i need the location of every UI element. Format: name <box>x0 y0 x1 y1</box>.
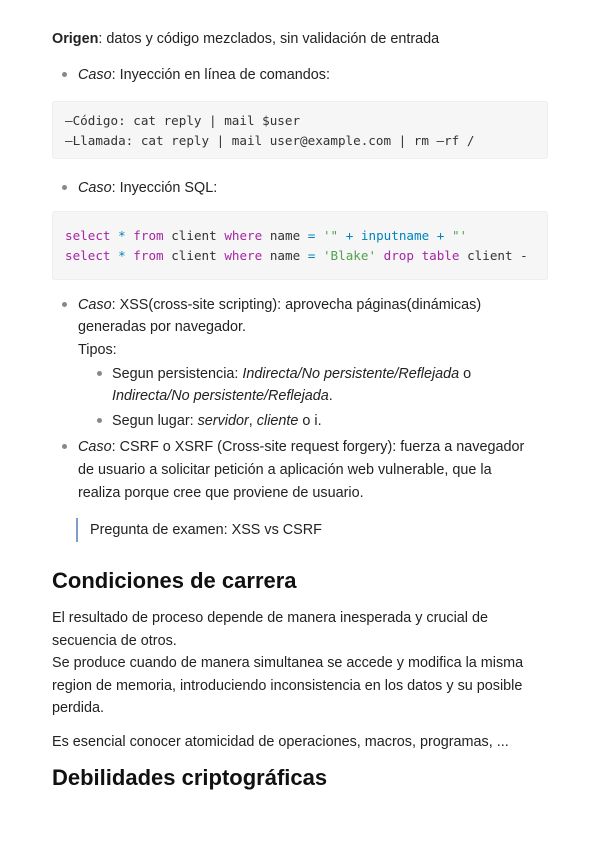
bullet-icon <box>97 418 102 423</box>
code-string: 'Blake' <box>322 248 377 263</box>
paragraph-line: perdida. <box>52 700 105 716</box>
subitem-text: o <box>459 366 472 382</box>
subitem-location <box>112 410 322 432</box>
case4-line1 <box>78 436 524 458</box>
subitem-text: o i. <box>298 413 322 429</box>
case2-description: : Inyección SQL: <box>111 180 218 196</box>
bullet-icon <box>97 371 102 376</box>
subitem-persistence <box>112 363 471 385</box>
case3-line1 <box>78 294 481 316</box>
case3-description: : XSS(cross-site scripting): aprovecha páginas(dinámicas) <box>111 297 482 313</box>
paragraph-line: Se produce cuando de manera simultanea se accede y modifica la misma <box>52 655 524 671</box>
case1-text <box>78 64 330 86</box>
case4-description: : CSRF o XSRF (Cross-site request forgery): fuerza a navegador <box>111 439 525 455</box>
section-heading-race-conditions: Condiciones de carrera <box>52 568 297 593</box>
code-keyword: from <box>133 228 164 243</box>
code-keyword: from <box>133 248 164 263</box>
paragraph-line: El resultado de proceso depende de manera inesperada y crucial de <box>52 610 488 626</box>
case-label: Caso <box>78 180 112 196</box>
code-identifier: name <box>269 248 301 263</box>
code-line <box>65 246 528 266</box>
case1-description: : Inyección en línea de comandos: <box>111 67 331 83</box>
code-operator: * <box>118 248 126 263</box>
subitem-text: , <box>248 413 257 429</box>
case3-tipos: Tipos: <box>78 342 117 358</box>
case4-line3: realiza porque cree que proviene de usuario. <box>78 485 364 501</box>
subitem-emphasis: Indirecta/No persistente/Reflejada <box>112 388 329 404</box>
subitem-emphasis: cliente <box>256 413 299 429</box>
code-identifier: client - <box>467 248 528 263</box>
code-identifier: client <box>171 228 217 243</box>
subitem-emphasis: Indirecta/No persistente/Reflejada <box>242 366 460 382</box>
case-label: Caso <box>78 439 112 455</box>
paragraph-line: region de memoria, introduciendo inconsistencia en los datos y su posible <box>52 678 523 694</box>
subitem-persistence-cont <box>112 385 333 407</box>
origen-label: Origen <box>52 31 99 47</box>
section-heading-crypto: Debilidades criptográficas <box>52 765 328 790</box>
bullet-icon <box>62 72 67 77</box>
bullet-icon <box>62 185 67 190</box>
blockquote: Pregunta de examen: XSS vs CSRF <box>76 518 322 542</box>
case-label: Caso <box>78 67 112 83</box>
code-operator: = <box>307 228 316 243</box>
bullet-icon <box>62 444 67 449</box>
code-line: —Código: cat reply | mail $user <box>65 113 301 128</box>
code-line: —Llamada: cat reply | mail user@example.com | rm —rf / <box>65 133 475 148</box>
code-identifier: inputname <box>360 228 430 243</box>
code-keyword: select <box>65 228 111 243</box>
code-operator: = <box>307 248 316 263</box>
case-label: Caso <box>78 297 112 313</box>
case2-text <box>78 177 217 199</box>
subitem-text: . <box>328 388 333 404</box>
paragraph-atomicity: Es esencial conocer atomicidad de operaciones, macros, programas, ... <box>52 734 509 750</box>
code-identifier: name <box>269 228 301 243</box>
origen-paragraph <box>52 29 439 49</box>
code-keyword: drop <box>383 248 414 263</box>
code-keyword: select <box>65 248 111 263</box>
paragraph-line: secuencia de otros. <box>52 633 177 649</box>
subitem-emphasis: servidor <box>197 413 249 429</box>
code-line <box>65 226 467 246</box>
code-string: "' <box>451 228 468 243</box>
code-operator: + <box>345 228 354 243</box>
subitem-text: Segun lugar: <box>112 413 198 429</box>
code-block-sql <box>52 211 548 280</box>
code-operator: + <box>436 228 445 243</box>
code-keyword: table <box>421 248 460 263</box>
code-block-shell <box>52 101 548 159</box>
case3-line2: generadas por navegador. <box>78 319 247 335</box>
code-identifier: client <box>171 248 217 263</box>
code-keyword: where <box>224 248 263 263</box>
code-string: '" <box>322 228 339 243</box>
code-keyword: where <box>224 228 263 243</box>
case4-line2: de usuario a solicitar petición a aplicación web vulnerable, que la <box>78 462 492 478</box>
bullet-icon <box>62 302 67 307</box>
subitem-text: Segun persistencia: <box>112 366 243 382</box>
code-operator: * <box>118 228 126 243</box>
origen-text: : datos y código mezclados, sin validación de entrada <box>98 31 440 47</box>
